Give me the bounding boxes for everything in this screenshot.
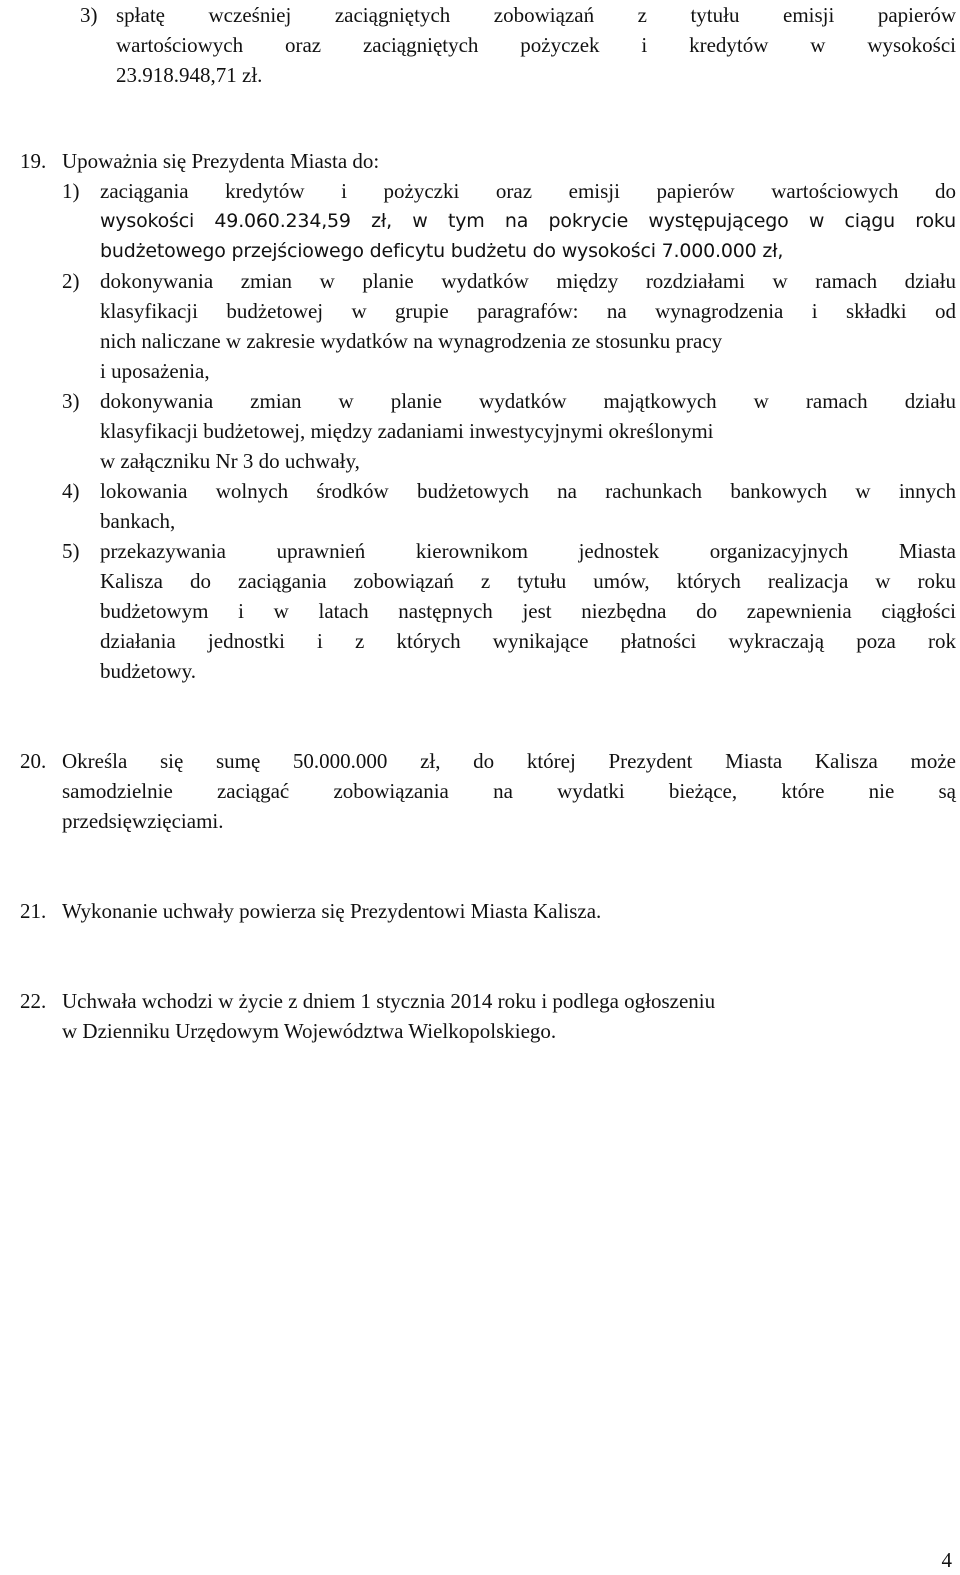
item-number: 4) [62, 479, 80, 503]
item-number: 2) [62, 269, 80, 293]
item-text-line: wartościowych oraz zaciągniętych pożyczek i kredytów w wysokości [116, 33, 956, 57]
item-number: 3) [62, 389, 80, 413]
section-number: 20. [20, 749, 47, 773]
section-text-line: Uchwała wchodzi w życie z dniem 1 stycznia 2014 roku i podlega ogłoszeniu [62, 989, 716, 1013]
item-text-line: dokonywania zmian w planie wydatków między rozdziałami w ramach działu [100, 269, 956, 293]
item-number: 1) [62, 179, 80, 203]
item-text-line: dokonywania zmian w planie wydatków majątkowych w ramach działu [100, 389, 956, 413]
section-number: 19. [20, 149, 47, 173]
item-text-line: przekazywania uprawnień kierownikom jednostek organizacyjnych Miasta [100, 539, 956, 563]
item-text-line: wysokości 49.060.234,59 zł, w tym na pokrycie występującego w ciągu roku [100, 210, 956, 232]
section-text-line: w Dzienniku Urzędowym Województwa Wielkopolskiego. [62, 1019, 557, 1043]
item-text-line: Kalisza do zaciągania zobowiązań z tytułu umów, których realizacja w roku [100, 569, 956, 593]
item-text-line: zaciągania kredytów i pożyczki oraz emisji papierów wartościowych do [100, 179, 956, 203]
item-text-line: bankach, [100, 509, 176, 533]
page-number: 4 [941, 1548, 952, 1572]
item-text-line: klasyfikacji budżetowej, między zadaniami inwestycyjnymi określonymi [100, 419, 714, 443]
item-number: 3) [80, 3, 98, 27]
section-number: 22. [20, 989, 47, 1013]
section-text-line: Wykonanie uchwały powierza się Prezydentowi Miasta Kalisza. [62, 899, 602, 923]
item-text-line: spłatę wcześniej zaciągniętych zobowiązań z tytułu emisji papierów [116, 3, 956, 27]
section-text-line: samodzielnie zaciągać zobowiązania na wydatki bieżące, które nie są [62, 779, 956, 803]
section-text-line: Określa się sumę 50.000.000 zł, do której Prezydent Miasta Kalisza może [62, 749, 956, 773]
item-text-line: 23.918.948,71 zł. [116, 63, 263, 87]
item-text-line: klasyfikacji budżetowej w grupie paragrafów: na wynagrodzenia i składki od [100, 299, 956, 323]
item-text-line: budżetowym i w latach następnych jest niezbędna do zapewnienia ciągłości [100, 599, 956, 623]
section-number: 21. [20, 899, 47, 923]
item-number: 5) [62, 539, 80, 563]
item-text-line: nich naliczane w zakresie wydatków na wynagrodzenia ze stosunku pracy [100, 329, 723, 353]
item-text-line: i uposażenia, [100, 359, 210, 383]
item-text-line: budżetowy. [100, 659, 197, 683]
item-text-line: budżetowego przejściowego deficytu budżetu do wysokości 7.000.000 zł, [100, 240, 784, 262]
item-text-line: działania jednostki i z których wynikające płatności wykraczają poza rok [100, 629, 956, 653]
section-intro: Upoważnia się Prezydenta Miasta do: [62, 149, 380, 173]
section-text-line: przedsięwzięciami. [62, 809, 224, 833]
item-text-line: lokowania wolnych środków budżetowych na rachunkach bankowych w innych [100, 479, 956, 503]
item-text-line: w załączniku Nr 3 do uchwały, [100, 449, 360, 473]
